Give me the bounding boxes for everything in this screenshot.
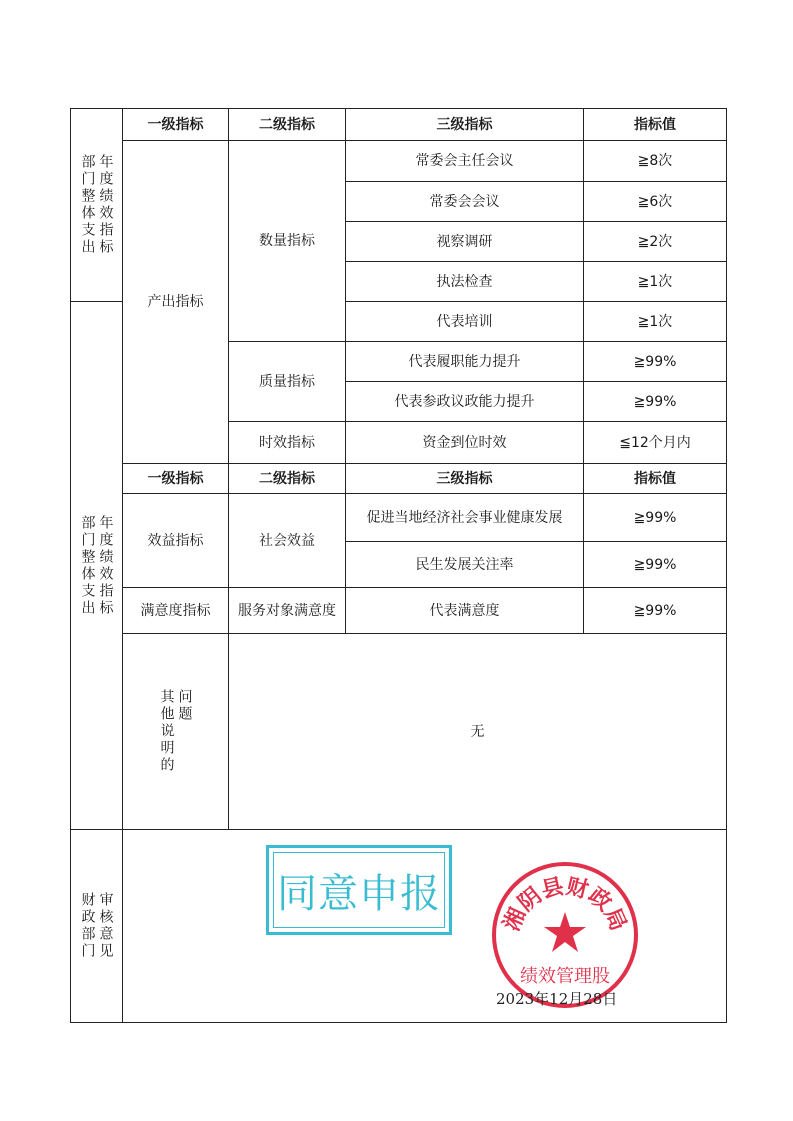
approval-stamp-text: 同意申报	[277, 870, 441, 917]
indicator-value: ≧1次	[584, 262, 727, 302]
indicator-value: ≧99%	[584, 542, 727, 588]
vertical-label-col1: 年度绩效指标	[97, 154, 114, 256]
section-label-finance-review	[71, 830, 123, 1023]
indicator-value: ≦12个月内	[584, 422, 727, 464]
header-level2: 二级指标	[229, 109, 346, 141]
level2-quantity: 数量指标	[229, 141, 346, 342]
header-level3: 三级指标	[346, 109, 584, 141]
header-level1: 一级指标	[123, 464, 229, 494]
seal-star-icon	[544, 912, 586, 952]
indicator-value: ≧99%	[584, 382, 727, 422]
vertical-label-col2: 部门整体支出	[79, 514, 96, 617]
header-level1: 一级指标	[123, 109, 229, 141]
header-value: 指标值	[584, 109, 727, 141]
indicator-value: ≧99%	[584, 342, 727, 382]
indicator-name: 代表满意度	[346, 588, 584, 634]
indicator-value: ≧99%	[584, 588, 727, 634]
vertical-label-col2: 部门整体支出	[79, 154, 96, 256]
indicator-name: 常委会主任会议	[346, 141, 584, 182]
indicator-name: 代表参政议政能力提升	[346, 382, 584, 422]
level1-satisfaction: 满意度指标	[123, 588, 229, 634]
header-level3: 三级指标	[346, 464, 584, 494]
level2-timeliness: 时效指标	[229, 422, 346, 464]
indicator-value: ≧6次	[584, 182, 727, 222]
indicator-name: 代表培训	[346, 302, 584, 342]
vertical-label-col2: 财政部门	[79, 892, 96, 960]
indicator-value: ≧99%	[584, 494, 727, 542]
seal-outer-text: 湘阴县财政局	[498, 873, 632, 935]
indicator-name: 常委会会议	[346, 182, 584, 222]
review-date: 2023年12月28日	[496, 990, 618, 1008]
indicator-value: ≧2次	[584, 222, 727, 262]
level2-social-benefit: 社会效益	[229, 494, 346, 588]
level1-output: 产出指标	[123, 141, 229, 464]
other-notes-content: 无	[229, 634, 727, 830]
section-label-dept-perf-2	[71, 302, 123, 830]
vertical-label-col2: 其他说明的	[158, 689, 175, 774]
indicator-value: ≧8次	[584, 141, 727, 182]
level2-quality: 质量指标	[229, 342, 346, 422]
indicator-value: ≧1次	[584, 302, 727, 342]
indicator-name: 促进当地经济社会事业健康发展	[346, 494, 584, 542]
approval-stamp	[266, 845, 452, 935]
level1-benefit: 效益指标	[123, 494, 229, 588]
seal-inner-text: 绩效管理股	[520, 966, 610, 987]
vertical-label-col1: 审核意见	[97, 892, 114, 960]
section-label-dept-perf-1	[71, 109, 123, 302]
indicator-name: 民生发展关注率	[346, 542, 584, 588]
vertical-label-col1: 问题	[176, 689, 193, 723]
header-level2: 二级指标	[229, 464, 346, 494]
vertical-label-col1: 年度绩效指标	[97, 514, 114, 617]
indicator-name: 执法检查	[346, 262, 584, 302]
header-value: 指标值	[584, 464, 727, 494]
level2-service-satisfaction: 服务对象满意度	[229, 588, 346, 634]
indicator-name: 代表履职能力提升	[346, 342, 584, 382]
indicator-name: 资金到位时效	[346, 422, 584, 464]
section-label-other-notes	[123, 634, 229, 830]
indicator-name: 视察调研	[346, 222, 584, 262]
